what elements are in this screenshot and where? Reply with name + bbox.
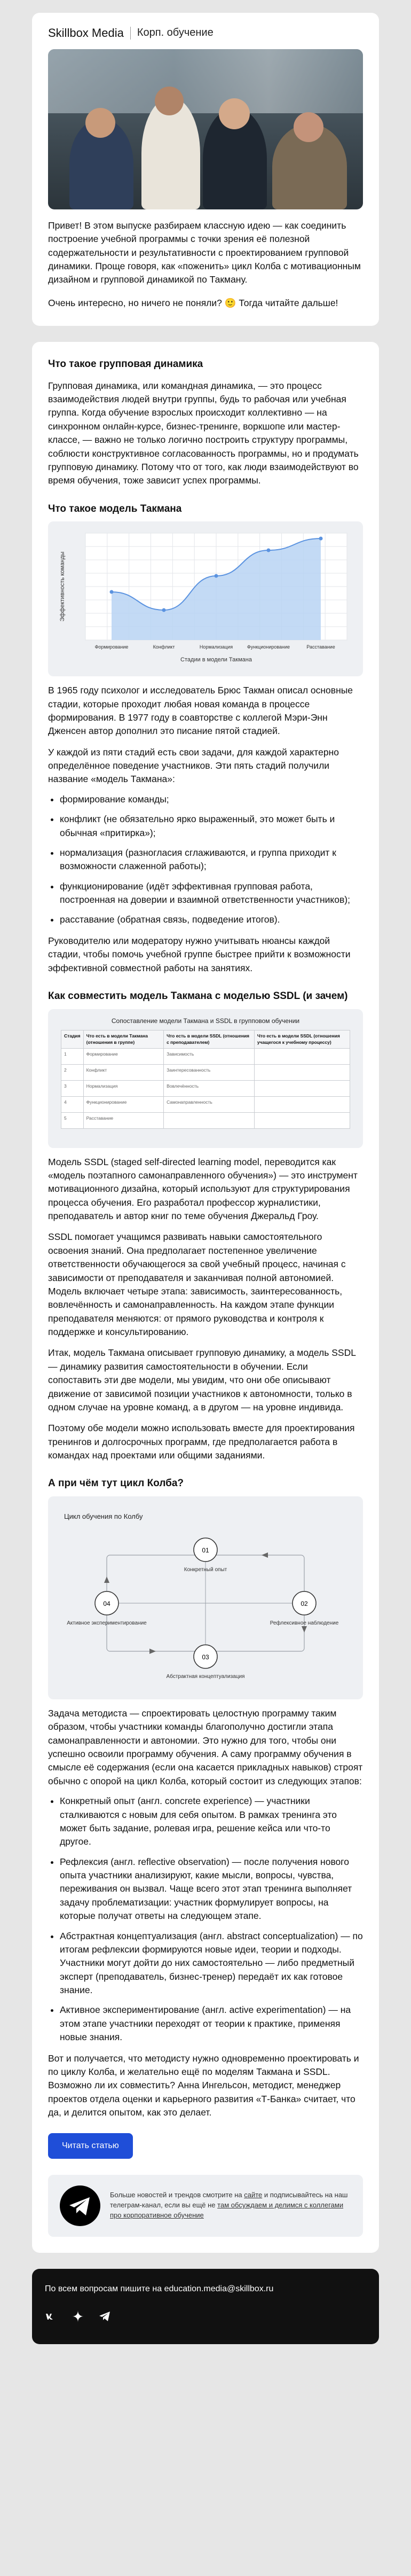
table-header: Что есть в модели SSDL (отношения учащегося к учебному процессу) bbox=[254, 1030, 350, 1048]
table-cell: 1 bbox=[61, 1048, 84, 1064]
hero-person-head bbox=[219, 98, 250, 129]
kolb-node-num: 01 bbox=[202, 1546, 209, 1554]
telegram-text: и подписывайтесь на наш телеграм-канал, если вы ещё не bbox=[110, 2191, 348, 2210]
tuckman-stages-list bbox=[48, 793, 363, 927]
table-row bbox=[61, 1064, 350, 1080]
kolb-arrow bbox=[104, 1576, 109, 1583]
x-tick-label: Конфликт bbox=[153, 644, 175, 650]
paragraph: Вот и получается, что методисту нужно одновременно проектировать и по циклу Колба, и желательно ещё по моделям Такмана и SSDL. Возможно ли их совместить? Анна Ингельсон, методист, менеджер проектов отдела оценки и карьерного развития «Т-Банка» считает, что да, и делится опытом, как это делает. bbox=[48, 2052, 359, 2118]
x-tick-label: Формирование bbox=[94, 644, 129, 650]
table-header: Что есть в модели Такмана (отношения в группе) bbox=[83, 1030, 163, 1048]
table-cell bbox=[254, 1080, 350, 1096]
kolb-node-label: Конкретный опыт bbox=[184, 1566, 227, 1573]
list-item: • расставание (обратная связь, подведение итогов). bbox=[60, 913, 363, 926]
list-item: • Активное экспериментирование (англ. active experimentation) — на этом этапе участники переходят от теории к практике, применяя новые знания. bbox=[60, 2003, 363, 2044]
table-row bbox=[61, 1048, 350, 1064]
read-article-button[interactable]: Читать статью bbox=[48, 2133, 133, 2158]
x-tick-label: Функционирование bbox=[247, 644, 290, 650]
table-cell: Формирование bbox=[83, 1048, 163, 1064]
list-item: • нормализация (разногласия сглаживаются, и группа приходит к возможности слаженной работы); bbox=[60, 846, 363, 873]
data-point bbox=[215, 574, 218, 578]
table-cell: Конфликт bbox=[83, 1064, 163, 1080]
paragraph: В 1965 году психолог и исследователь Брюс Такман описал основные стадии, которые проходит любая новая команда в процессе формирования. В 1977 году в соавторстве с коллегой Мэри-Энн Дженсен автор дополнил это писание пятой стадией. bbox=[48, 685, 353, 737]
kolb-node bbox=[167, 1645, 245, 1680]
kolb-node bbox=[270, 1591, 339, 1626]
heading-kolb: А при чём тут цикл Колба? bbox=[48, 1478, 184, 1489]
list-item: • формирование команды; bbox=[60, 793, 363, 806]
kolb-node-label: Рефлексивное наблюдение bbox=[270, 1620, 339, 1626]
social-links bbox=[45, 2310, 366, 2323]
kolb-diagram-svg bbox=[48, 1496, 363, 1699]
table-cell: Самонаправленность bbox=[164, 1096, 255, 1112]
data-point bbox=[110, 590, 114, 594]
kolb-node-num: 04 bbox=[103, 1599, 110, 1607]
paragraph: Итак, модель Такмана описывает групповую динамику, а модель SSDL — динамику развития самостоятельности в обучении. Если сопоставить эти две модели, мы увидим, что они обе описывают движение от зависимой позиции участников к автономности, только в одном случае на уровне команд, а в другом — на уровне индивида. bbox=[48, 1347, 356, 1412]
y-axis-label: Эффективность команды bbox=[59, 551, 66, 622]
article-card bbox=[32, 342, 379, 2253]
telegram-channel-link[interactable]: там обсуждаем и делимся с коллегами про корпоративное обучение bbox=[110, 2201, 344, 2220]
brand-logo[interactable]: Skillbox Media bbox=[48, 26, 124, 40]
ssdl-table-title: Сопоставление модели Такмана и SSDL в групповом обучении bbox=[111, 1017, 300, 1025]
hero-person-head bbox=[85, 108, 115, 138]
table-cell: 2 bbox=[61, 1064, 84, 1080]
header bbox=[48, 25, 363, 42]
paragraph: Задача методиста — спроектировать целостную программу таким образом, чтобы участники команды благополучно достигли этапа самонаправленности и автономии. Это нужно для того, чтобы они успешно освоили программу обучения. А саму программу обучения в смысле её содержания (если она касается прикладных навыков) строят обычно с опорой на цикл Колба, который состоит из следующих этапов: bbox=[48, 1707, 363, 1786]
table-cell bbox=[254, 1048, 350, 1064]
data-point bbox=[162, 608, 166, 612]
table-row bbox=[61, 1080, 350, 1096]
table-header: Что есть в модели SSDL (отношения с преподавателем) bbox=[164, 1030, 255, 1048]
data-point bbox=[319, 537, 323, 541]
table-cell: 4 bbox=[61, 1096, 84, 1112]
paragraph: Поэтому обе модели можно использовать вместе для проектирования тренингов и долгосрочных программ, где предполагается работа в командах над проектами или общими заданиями. bbox=[48, 1423, 355, 1461]
kolb-title: Цикл обучения по Колбу bbox=[64, 1512, 143, 1520]
kolb-node bbox=[67, 1591, 147, 1626]
list-item: • функционирование (идёт эффективная групповая работа, построенная на доверии и взаимной ответственности участников); bbox=[60, 880, 363, 907]
tuckman-chart bbox=[48, 521, 363, 676]
table-cell: Вовлечённость bbox=[164, 1080, 255, 1096]
table-cell: Нормализация bbox=[83, 1080, 163, 1096]
telegram-icon-svg bbox=[60, 2185, 100, 2226]
kolb-diagram bbox=[48, 1496, 363, 1699]
heading-tuckman: Что такое модель Такмана bbox=[48, 503, 182, 514]
telegram-promo bbox=[48, 2175, 363, 2237]
table-cell bbox=[254, 1064, 350, 1080]
list-item: • Рефлексия (англ. reflective observation) — после получения нового опыта участники анализируют, какие мысли, вопросы, чувства, переживания он вызвал. Чаще всего этот этап тренинга выполняет задачу проблематизации: участник формулирует вопросы, на которые получат ответы на следующем этапе. bbox=[60, 1855, 363, 1923]
kolb-node-num: 02 bbox=[301, 1599, 308, 1607]
table-header-row bbox=[61, 1030, 350, 1048]
hero-person-head bbox=[294, 112, 323, 142]
list-item: • Абстрактная концептуализация (англ. abstract conceptualization) — по итогам рефлексии формируются новые идеи, теории и подходы. Участники могут дойти до них самостоятельно — либо предметный эксперт (преподаватель, бизнес-тренер) передаёт их как готовое знание. bbox=[60, 1930, 363, 1997]
ssdl-table bbox=[61, 1030, 350, 1129]
table-cell: Заинтересованность bbox=[164, 1064, 255, 1080]
header-divider bbox=[130, 27, 131, 40]
telegram-icon[interactable] bbox=[98, 2310, 111, 2323]
table-cell bbox=[254, 1112, 350, 1128]
kolb-node-label: Абстрактная концептуализация bbox=[166, 1673, 245, 1680]
intro-paragraph: Очень интересно, но ничего не поняли? 🙂 Тогда читайте дальше! bbox=[48, 297, 338, 308]
paragraph: Руководителю или модератору нужно учитывать нюансы каждой стадии, чтобы помочь учебной группе быстрее прийти к возможности эффективной совместной работы на занятиях. bbox=[48, 935, 351, 973]
list-item: • конфликт (не обязательно ярко выраженный, это может быть и обычная «притирка»); bbox=[60, 813, 363, 840]
footer-contact[interactable]: По всем вопросам пишите на education.media@skillbox.ru bbox=[45, 2284, 274, 2293]
kolb-node-num: 03 bbox=[202, 1653, 209, 1661]
footer bbox=[32, 2269, 379, 2344]
kolb-node-label: Активное экспериментирование bbox=[67, 1620, 147, 1626]
list-item: • Конкретный опыт (англ. concrete experience) — участники сталкиваются с новым для себя опытом. В рамках тренинга это может быть задание, ролевая игра, решение кейса или что-то другое. bbox=[60, 1794, 363, 1849]
table-row bbox=[61, 1112, 350, 1128]
kolb-arrow bbox=[149, 1649, 156, 1654]
intro-text bbox=[48, 219, 363, 310]
hero-image bbox=[48, 49, 363, 209]
paragraph: SSDL помогает учащимся развивать навыки самостоятельного освоения знаний. Она предполагает постепенное увеличение ответственности обучающегося за свой учебный процесс, начиная с зависимости от преподавателя и заканчивая полной автономией. Модель включает четыре этапа: зависимость, заинтересованность, вовлечённость и самонаправленность. На каждом этапе функции преподавателя меняются: от прямого руководства и контроля к поддержке и консультированию. bbox=[48, 1231, 346, 1338]
vk-icon[interactable] bbox=[45, 2310, 58, 2323]
x-axis-label: Стадии в модели Такмана bbox=[180, 657, 252, 663]
tuckman-chart-svg bbox=[48, 521, 363, 676]
heading-combine: Как совместить модель Такмана с моделью SSDL (и зачем) bbox=[48, 990, 348, 1002]
table-cell: Расставание bbox=[83, 1112, 163, 1128]
kolb-arrow bbox=[262, 1552, 268, 1558]
heading-group-dynamics: Что такое групповая динамика bbox=[48, 358, 203, 370]
table-cell bbox=[254, 1096, 350, 1112]
kolb-steps-list bbox=[48, 1794, 363, 2044]
hero-window bbox=[48, 49, 363, 113]
data-point bbox=[267, 549, 271, 552]
table-header: Стадия bbox=[61, 1030, 84, 1048]
telegram-icon[interactable] bbox=[60, 2185, 100, 2226]
zen-icon[interactable] bbox=[72, 2310, 84, 2323]
hero-person-head bbox=[155, 87, 184, 115]
section-title: Корп. обучение bbox=[137, 27, 214, 39]
site-link[interactable]: сайте bbox=[244, 2191, 263, 2199]
ssdl-table-image bbox=[48, 1009, 363, 1148]
paragraph: Групповая динамика, или командная динамика, — это процесс взаимодействия людей внутри группы, будь то рабочая или учебная группа. Когда обучение взрослых происходит коллективно — на синхронном онлайн-курсе, бизнес-тренинге, воркшопе или мастер-классе, — важно не только логично построить структуру программы, соблюсти конструктивное согласованность программы, но и продумать групповую динамику. Потому что от того, как люди взаимодействуют во время обучения, тоже зависит успех программы. bbox=[48, 380, 359, 486]
telegram-promo-text bbox=[110, 2190, 351, 2221]
paragraph: У каждой из пяти стадий есть свои задачи, для каждой характерно определённое поведение участников. Эти пять стадий получили название «модель Такмана»: bbox=[48, 746, 339, 785]
table-cell: 3 bbox=[61, 1080, 84, 1096]
table-cell: Функционирование bbox=[83, 1096, 163, 1112]
table-row bbox=[61, 1096, 350, 1112]
paragraph: Модель SSDL (staged self-directed learning model, переводится как «модель поэтапного самонаправленного обучения») — это инструмент мотивационного дизайна, который используют для структурирования процесса обучения. Его разработал профессор журналистики, преподаватель и автор книг по теме обучения Джеральд Гроу. bbox=[48, 1156, 358, 1222]
table-cell bbox=[164, 1112, 255, 1128]
intro-card bbox=[32, 13, 379, 326]
intro-paragraph: Привет! В этом выпуске разбираем классную идею — как соединить построение учебной программы с точки зрения её полезной содержательности и результативности с проектированием групповой динамики. Проще говоря, как «поженить» цикл Колба с мотивационным дизайном и групповой динамикой по Такману. bbox=[48, 220, 361, 285]
x-tick-label: Расставание bbox=[306, 644, 335, 650]
table-cell: Зависимость bbox=[164, 1048, 255, 1064]
x-tick-label: Нормализация bbox=[199, 644, 233, 650]
table-cell: 5 bbox=[61, 1112, 84, 1128]
kolb-arrow bbox=[302, 1626, 307, 1633]
telegram-text: Больше новостей и трендов смотрите на bbox=[110, 2191, 244, 2199]
